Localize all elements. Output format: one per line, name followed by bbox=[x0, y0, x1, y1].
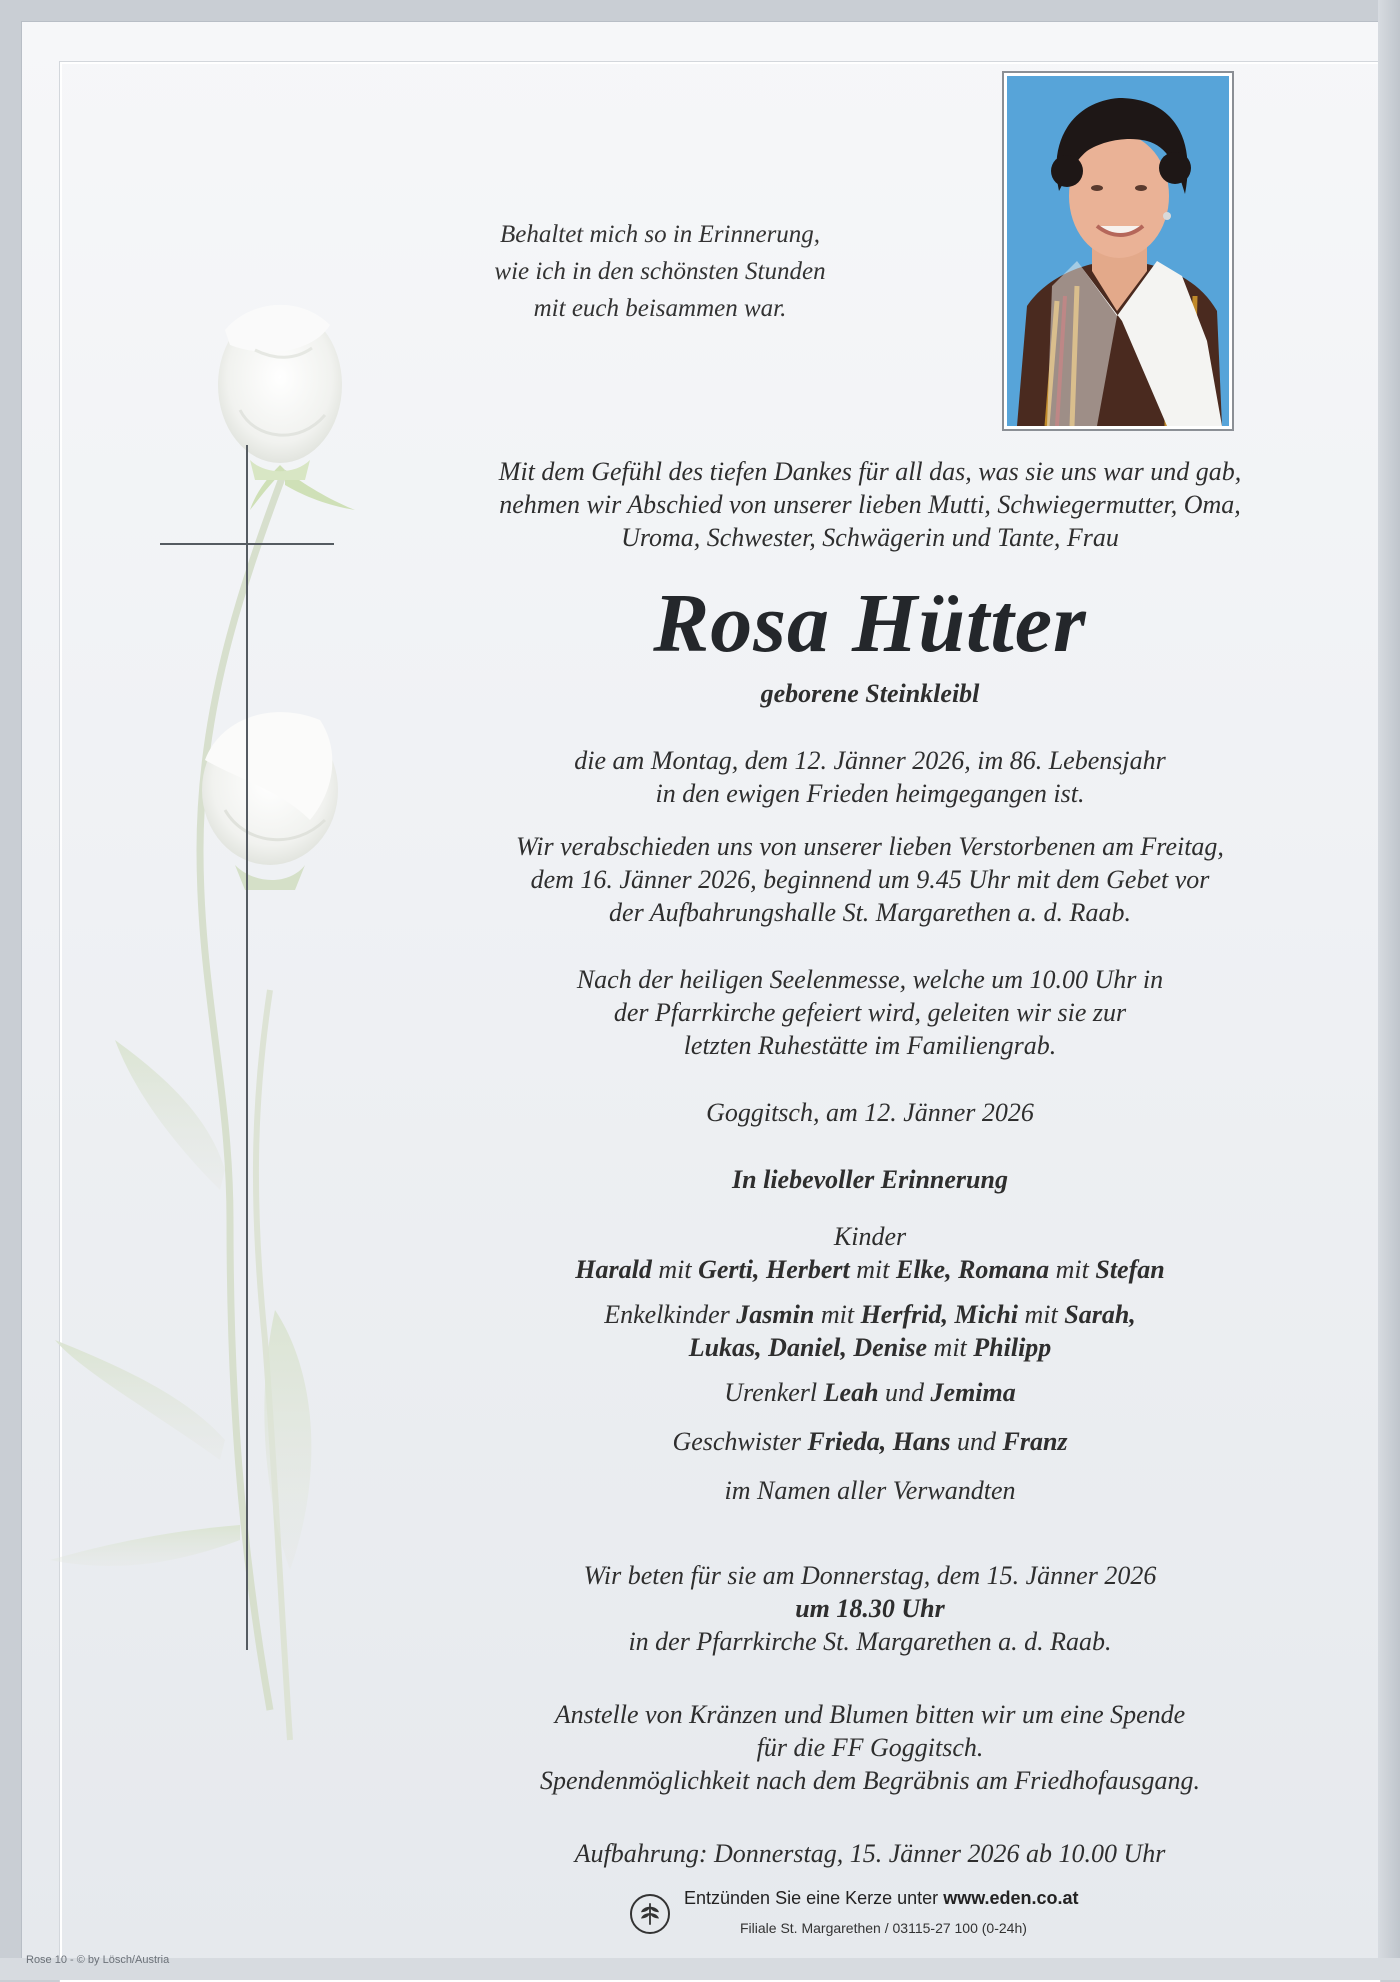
farewell-paragraph bbox=[420, 830, 1320, 929]
mourner-name: Sarah, bbox=[1064, 1300, 1136, 1329]
children-names bbox=[420, 1253, 1320, 1286]
death-notice-line: die am Montag, dem 12. Jänner 2026, im 86. Lebensjahr bbox=[574, 746, 1166, 775]
page-bottom-edge bbox=[0, 1958, 1400, 1980]
copyright-credit: Rose 10 - © by Lösch/Austria bbox=[26, 1954, 170, 1966]
prayer-time: um 18.30 Uhr bbox=[795, 1594, 945, 1623]
mass-line: Nach der heiligen Seelenmesse, welche um 10.00 Uhr in bbox=[576, 965, 1164, 994]
connector-word: mit bbox=[820, 1300, 855, 1329]
mourner-name: Frieda, Hans bbox=[807, 1427, 951, 1456]
intro-line: Mit dem Gefühl des tiefen Dankes für all das, was sie uns war und gab, bbox=[498, 457, 1242, 486]
motto-line: wie ich in den schönsten Stunden bbox=[494, 258, 826, 285]
portrait-photo bbox=[1007, 76, 1229, 426]
mass-line: der Pfarrkirche gefeiert wird, geleiten wir sie zur bbox=[613, 998, 1127, 1027]
connector-word: mit bbox=[658, 1255, 692, 1284]
donation-line: Anstelle von Kränzen und Blumen bitten wir um eine Spende bbox=[554, 1700, 1186, 1729]
prayer-line-2 bbox=[420, 1592, 1320, 1658]
connector-word: mit bbox=[1024, 1300, 1058, 1329]
great-grandchildren-label: Urenkerl bbox=[724, 1378, 818, 1407]
mourners-heading-text: In liebevoller Erinnerung bbox=[732, 1165, 1008, 1194]
mourner-name: Jasmin bbox=[736, 1300, 815, 1329]
mass-paragraph bbox=[420, 963, 1320, 1062]
connector-word: mit bbox=[856, 1255, 890, 1284]
connector-word: und bbox=[957, 1427, 997, 1456]
page-edge bbox=[1378, 0, 1400, 1980]
cross-horizontal-bar bbox=[160, 543, 334, 545]
farewell-line: dem 16. Jänner 2026, beginnend um 9.45 Uhr mit dem Gebet vor bbox=[530, 865, 1210, 894]
prayer-location: in der Pfarrkirche St. Margarethen a. d. Raab. bbox=[628, 1627, 1112, 1656]
donation-line: Spendenmöglichkeit nach dem Begräbnis am Friedhofausgang. bbox=[540, 1766, 1200, 1795]
mass-line: letzten Ruhestätte im Familiengrab. bbox=[683, 1031, 1057, 1060]
mourner-name: Herfrid, Michi bbox=[860, 1300, 1019, 1329]
candle-line bbox=[684, 1888, 1079, 1909]
grandchildren-line-1 bbox=[420, 1298, 1320, 1331]
children-group bbox=[420, 1220, 1320, 1286]
siblings-group bbox=[420, 1425, 1320, 1458]
farewell-line: Wir verabschieden uns von unserer lieben Verstorbenen am Freitag, bbox=[516, 832, 1224, 861]
grandchildren-line-2 bbox=[420, 1331, 1320, 1364]
maiden-name: geborene Steinkleibl bbox=[760, 679, 980, 708]
mourner-name: Stefan bbox=[1095, 1255, 1165, 1284]
prayer-line: Wir beten für sie am Donnerstag, dem 15. Jänner 2026 bbox=[583, 1561, 1157, 1590]
children-label: Kinder bbox=[833, 1222, 907, 1251]
intro-line: Uroma, Schwester, Schwägerin und Tante, Frau bbox=[621, 523, 1119, 552]
place-and-date: Goggitsch, am 12. Jänner 2026 bbox=[706, 1098, 1034, 1127]
white-roses-illustration bbox=[40, 290, 420, 1770]
footer bbox=[630, 1886, 1130, 1944]
farewell-line: der Aufbahrungshalle St. Margarethen a. d. Raab. bbox=[609, 898, 1131, 927]
intro-line: nehmen wir Abschied von unserer lieben Mutti, Schwiegermutter, Oma, bbox=[499, 490, 1241, 519]
connector-word: und bbox=[885, 1378, 925, 1407]
motto-line: mit euch beisammen war. bbox=[533, 295, 787, 322]
donation-line: für die FF Goggitsch. bbox=[756, 1733, 984, 1762]
mourners-heading bbox=[420, 1163, 1320, 1196]
death-notice-line: in den ewigen Frieden heimgegangen ist. bbox=[655, 779, 1085, 808]
mourner-name: Philipp bbox=[973, 1333, 1052, 1362]
deceased-name: Rosa Hütter bbox=[653, 577, 1087, 670]
mourner-name: Harald bbox=[575, 1255, 652, 1284]
grandchildren-group bbox=[420, 1298, 1320, 1364]
leaf-emblem-icon bbox=[630, 1894, 670, 1934]
mourner-name: Jemima bbox=[930, 1378, 1016, 1407]
connector-word: mit bbox=[1055, 1255, 1089, 1284]
candle-text: Entzünden Sie eine Kerze unter bbox=[684, 1888, 939, 1908]
connector-word: mit bbox=[933, 1333, 967, 1362]
memorial-motto bbox=[470, 216, 850, 327]
mourner-name: Elke, Romana bbox=[895, 1255, 1050, 1284]
great-grandchildren-group bbox=[420, 1376, 1320, 1409]
intro-paragraph bbox=[420, 455, 1320, 554]
mourner-name: Franz bbox=[1002, 1427, 1068, 1456]
death-notice bbox=[420, 744, 1320, 810]
branch-info: Filiale St. Margarethen / 03115-27 100 (0-24h) bbox=[740, 1920, 1027, 1936]
mourner-name: Leah bbox=[823, 1378, 879, 1407]
siblings-label: Geschwister bbox=[672, 1427, 801, 1456]
donation-paragraph bbox=[420, 1698, 1320, 1797]
prayer-paragraph bbox=[420, 1559, 1320, 1658]
relatives-line: im Namen aller Verwandten bbox=[724, 1476, 1016, 1505]
mourner-name: Gerti, Herbert bbox=[698, 1255, 850, 1284]
cross-vertical-bar bbox=[246, 445, 248, 1650]
grandchildren-label: Enkelkinder bbox=[604, 1300, 730, 1329]
obituary-text bbox=[420, 455, 1320, 1870]
portrait-photo-frame bbox=[1002, 71, 1234, 431]
website-link[interactable]: www.eden.co.at bbox=[943, 1888, 1079, 1908]
viewing-info: Aufbahrung: Donnerstag, 15. Jänner 2026 ab 10.00 Uhr bbox=[574, 1839, 1166, 1868]
motto-line: Behaltet mich so in Erinnerung, bbox=[499, 221, 821, 248]
mourner-name: Lukas, Daniel, Denise bbox=[688, 1333, 928, 1362]
